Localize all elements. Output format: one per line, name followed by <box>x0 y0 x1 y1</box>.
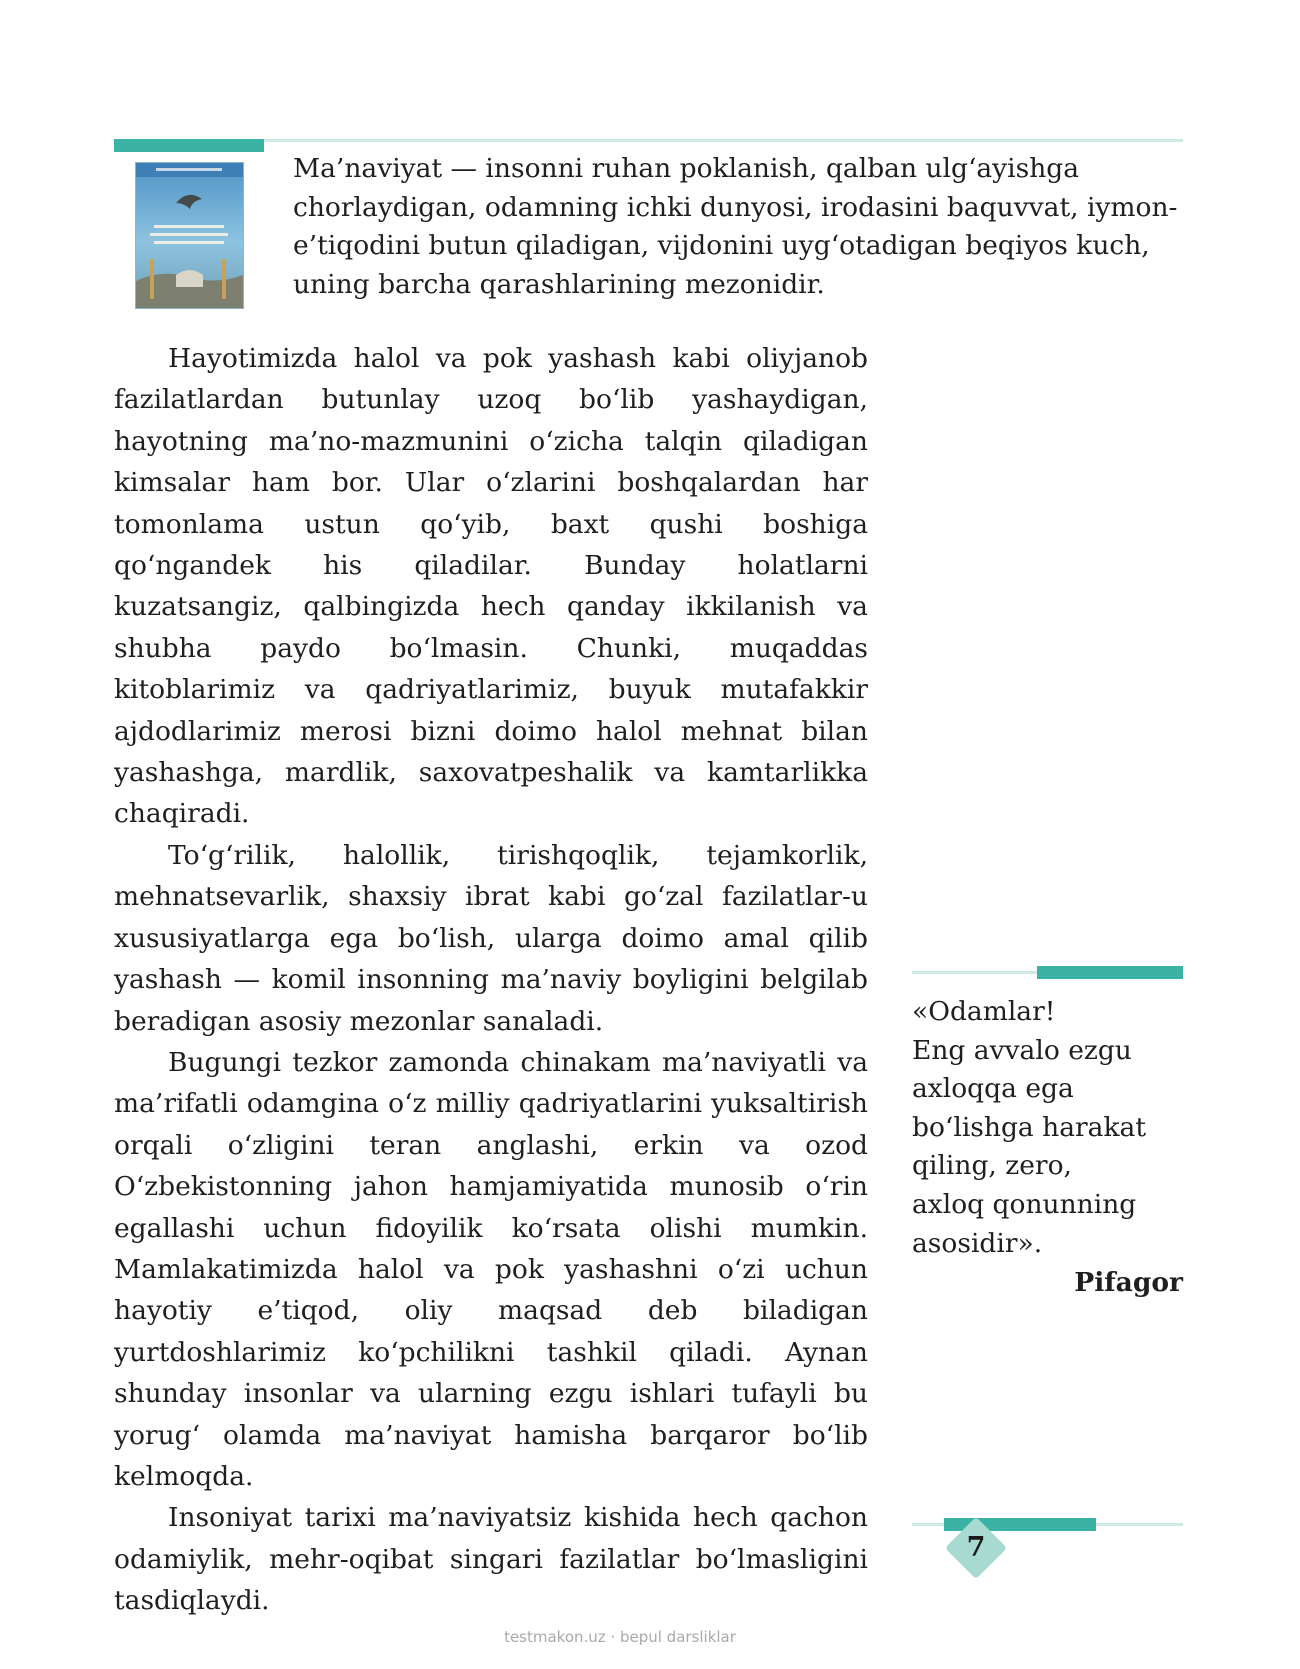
definition-text: Ma’naviyat — insonni ruhan poklanish, qalban ulg‘ayishga chorlaydigan, odamning ichki dunyosi, irodasini baquvvat, iymon-e’tiqodini butun qiladigan, vijdonini uyg‘otadigan beqiyos kuch, uning barcha qarashlarining mezonidir. <box>293 153 1178 300</box>
paragraph: Hayotimizda halol va pok yashash kabi oliyjanob fazilatlardan butunlay uzoq bo‘lib yashaydigan, hayotning ma’no-mazmunini o‘zicha talqin qiladigan kimsalar ham bor. Ular o‘zlarini boshqalardan har tomonlama ustun qo‘yib, baxt qushi boshiga qo‘ngandek his qiladilar. Bunday holatlarni kuzatsangiz, qalbingizda hech qanday ikkilanish va shubha paydo bo‘lmasin. Chunki, muqaddas kitoblarimiz va qadriyatlarimiz, buyuk mutafakkir ajdodlarimiz merosi bizni doimo halol mehnat bilan yashashga, mardlik, saxovatpeshalik va kamtarlikka chaqiradi. <box>114 343 868 830</box>
paragraph: Insoniyat tarixi ma’naviyatsiz kishida hech qachon odamiylik, mehr-oqibat singari fazilatlar bo‘lmasligini tasdiqlaydi. <box>114 1502 868 1617</box>
body-text <box>114 338 868 1622</box>
quote-accent-bar <box>1037 966 1183 979</box>
footer-watermark: testmakon.uz · bepul darsliklar <box>504 1628 736 1646</box>
quote-text: «Odamlar! Eng avvalo ezgu axloqqa ega bo‘lishga harakat qiling, zero, axloq qonunning asosidir». <box>912 996 1146 1259</box>
top-accent-bar <box>114 139 264 152</box>
page-number: 7 <box>966 1532 986 1563</box>
top-divider-line <box>114 139 1183 142</box>
paragraph: To‘g‘rilik, halollik, tirishqoqlik, tejamkorlik, mehnatsevarlik, shaxsiy ibrat kabi go‘zal fazilatlar-u xususiyatlarga ega bo‘lish, ularga doimo amal qilib yashash — komil insonning ma’naviy boyligini belgilab beradigan asosiy mezonlar sanaladi. <box>114 839 868 1037</box>
book-cover-image <box>135 162 244 309</box>
paragraph: Bugungi tezkor zamonda chinakam ma’naviyatli va ma’rifatli odamgina o‘z milliy qadriyatlarini yuksaltirish orqali o‘zligini teran anglashi, erkin va ozod O‘zbekistonning jahon hamjamiyatida munosib o‘rin egallashi uchun fidoyilik ko‘rsata olishi mumkin. Mamlakatimizda halol va pok yashashni o‘zi uchun hayotiy e’tiqod, oliy maqsad deb biladigan yurtdoshlarimiz ko‘pchilikni tashkil qiladi. Aynan shunday insonlar va ularning ezgu ishlari tufayli bu yorug‘ olamda ma’naviyat hamisha barqaror bo‘lib kelmoqda. <box>114 1046 868 1492</box>
quote-author: Pifagor <box>1074 1267 1183 1298</box>
